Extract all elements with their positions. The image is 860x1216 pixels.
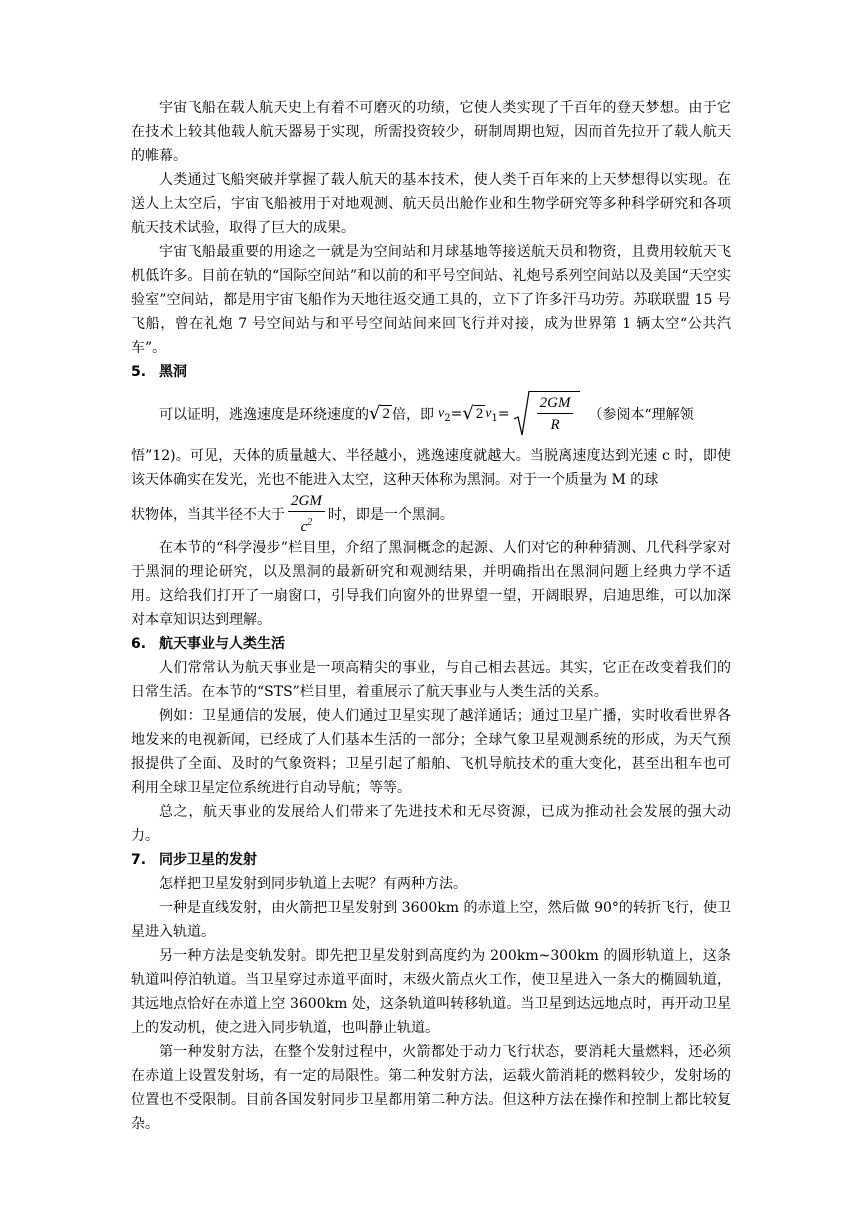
- section-title: 同步卫星的发射: [159, 852, 257, 868]
- document-page: [131, 96, 731, 1136]
- escape-velocity-formula-line: [131, 384, 731, 444]
- paragraph-space-daily-life: 人们常常认为航天事业是一项高精尖的事业，与自己相去甚远。其实，它正在改变着我们的日常生活。在本节的“STS”栏目里，着重展示了航天事业与人类生活的关系。: [131, 660, 731, 700]
- equals-sign: =: [450, 406, 463, 422]
- paragraph-science-walk: 在本节的“科学漫步”栏目里，介绍了黑洞概念的起源、人们对它的种种猜测、几代科学家对于黑洞的理论研究，以及黑洞的最新研究和观测结果，并明确指出在黑洞问题上经典力学不适用。这给我们打开了一扇窗口，引导我们向窗外的世界望一望，开阔眼界，启迪思维，可以加深对本章知识达到理解。: [131, 540, 731, 628]
- sqrt-two-coefficient: √ 2: [462, 403, 484, 424]
- fraction-2gm-over-c2: $\frac{2GM}{c^2}$: [288, 492, 325, 536]
- paragraph-space-conclusion: 总之，航天事业的发展给人们带来了先进技术和无尽资源，已成为推动社会发展的强大动力。: [131, 804, 731, 844]
- sqrt-two: √ 2: [369, 403, 390, 424]
- paragraph-spaceship-technology: 人类通过飞船突破并掌握了载人航天的基本技术，使人类千百年来的上天梦想得以实现。在送人上太空后，宇宙飞船被用于对地观测、航天员出舱作业和生物学研究等多种科学研究和各项航天技术试验，取得了巨大的成果。: [131, 172, 731, 236]
- formula-tail-text: （参阅本“理解领: [588, 407, 694, 423]
- section-number: 5.: [131, 364, 147, 380]
- section-title: 航天事业与人类生活: [159, 636, 285, 652]
- formula-mid-text: 倍，即: [391, 407, 434, 423]
- sqrt-2gm-over-r: $\frac{2GM}{R}$: [514, 391, 581, 437]
- v2-symbol: $v_2$: [437, 405, 451, 424]
- section-heading-space-and-life: [131, 632, 731, 656]
- formula-lead-text: 可以证明，逃逸速度是环绕速度的: [159, 407, 369, 423]
- schwarzschild-radius-line: [131, 492, 731, 536]
- section-title: 黑洞: [159, 364, 187, 380]
- paragraph-launch-question: 怎样把卫星发射到同步轨道上去呢？有两种方法。: [159, 876, 467, 892]
- paragraph-spaceship-uses: 宇宙飞船最重要的用途之一就是为空间站和月球基地等接送航天员和物资，且费用较航天飞机低许多。目前在轨的“国际空间站”和以前的和平号空间站、礼炮号系列空间站以及美国“天空实验室”空间站，都是用宇宙飞船作为天地往返交通工具的，立下了许多汗马功劳。苏联联盟 15 号飞船，曾在礼炮 7 号空间站与和平号空间站间来回飞行并对接，成为世界第 1 辆太空“公共汽车”。: [131, 244, 731, 356]
- equals-sign: =: [497, 406, 510, 422]
- section-number: 6.: [131, 636, 147, 652]
- section-heading-black-hole: [131, 360, 731, 384]
- radius-lead-text: 状物体，当其半径不大于: [131, 507, 285, 523]
- paragraph-launch-comparison: 第一种发射方法，在整个发射过程中，火箭都处于动力飞行状态，要消耗大量燃料，还必须在赤道上设置发射场，有一定的局限性。第二种发射方法，运载火箭消耗的燃料较少，发射场的位置也不受限制。目前各国发射同步卫星都用第二种方法。但这种方法在操作和控制上都比较复杂。: [131, 1044, 731, 1132]
- section-heading-sync-satellite: [131, 848, 731, 872]
- paragraph-spaceship-achievements: 宇宙飞船在载人航天史上有着不可磨灭的功绩，它使人类实现了千百年的登天梦想。由于它在技术上较其他载人航天器易于实现，所需投资较少，研制周期也短，因而首先拉开了载人航天的帷幕。: [131, 100, 731, 164]
- section-number: 7.: [131, 852, 147, 868]
- radical-icon: [514, 391, 530, 437]
- paragraph-direct-launch: 一种是直线发射，由火箭把卫星发射到 3600km 的赤道上空，然后做 90°的转折飞行，使卫星进入轨道。: [131, 900, 731, 940]
- v1-symbol: $v_1$: [485, 405, 498, 424]
- radius-tail-text: 时，即是一个黑洞。: [327, 507, 454, 523]
- paragraph-transfer-launch: 另一种方法是变轨发射。即先把卫星发射到高度约为 200km~300km 的圆形轨道上，这条轨道叫停泊轨道。当卫星穿过赤道平面时，末级火箭点火工作，使卫星进入一条大的椭圆轨道，其远地点恰好在赤道上空 3600km 处，这条轨道叫转移轨道。当卫星到达远地点时，再开动卫星上的发动机，使之进入同步轨道，也叫静止轨道。: [131, 948, 731, 1036]
- paragraph-satellite-examples: 例如：卫星通信的发展，使人们通过卫星实现了越洋通话；通过卫星广播，实时收看世界各地发来的电视新闻，已经成了人们基本生活的一部分；全球气象卫星观测系统的形成，为天气预报提供了全面、及时的气象资料；卫星引起了船舶、飞机导航技术的重大变化，甚至出租车也可利用全球卫星定位系统进行自动导航；等等。: [131, 708, 731, 796]
- paragraph-black-hole-explanation: 悟”12)。可见，天体的质量越大、半径越小，逃逸速度就越大。当脱离速度达到光速 c 时，即使该天体确实在发光，光也不能进入太空，这种天体称为黑洞。对于一个质量为 M 的球: [131, 448, 731, 488]
